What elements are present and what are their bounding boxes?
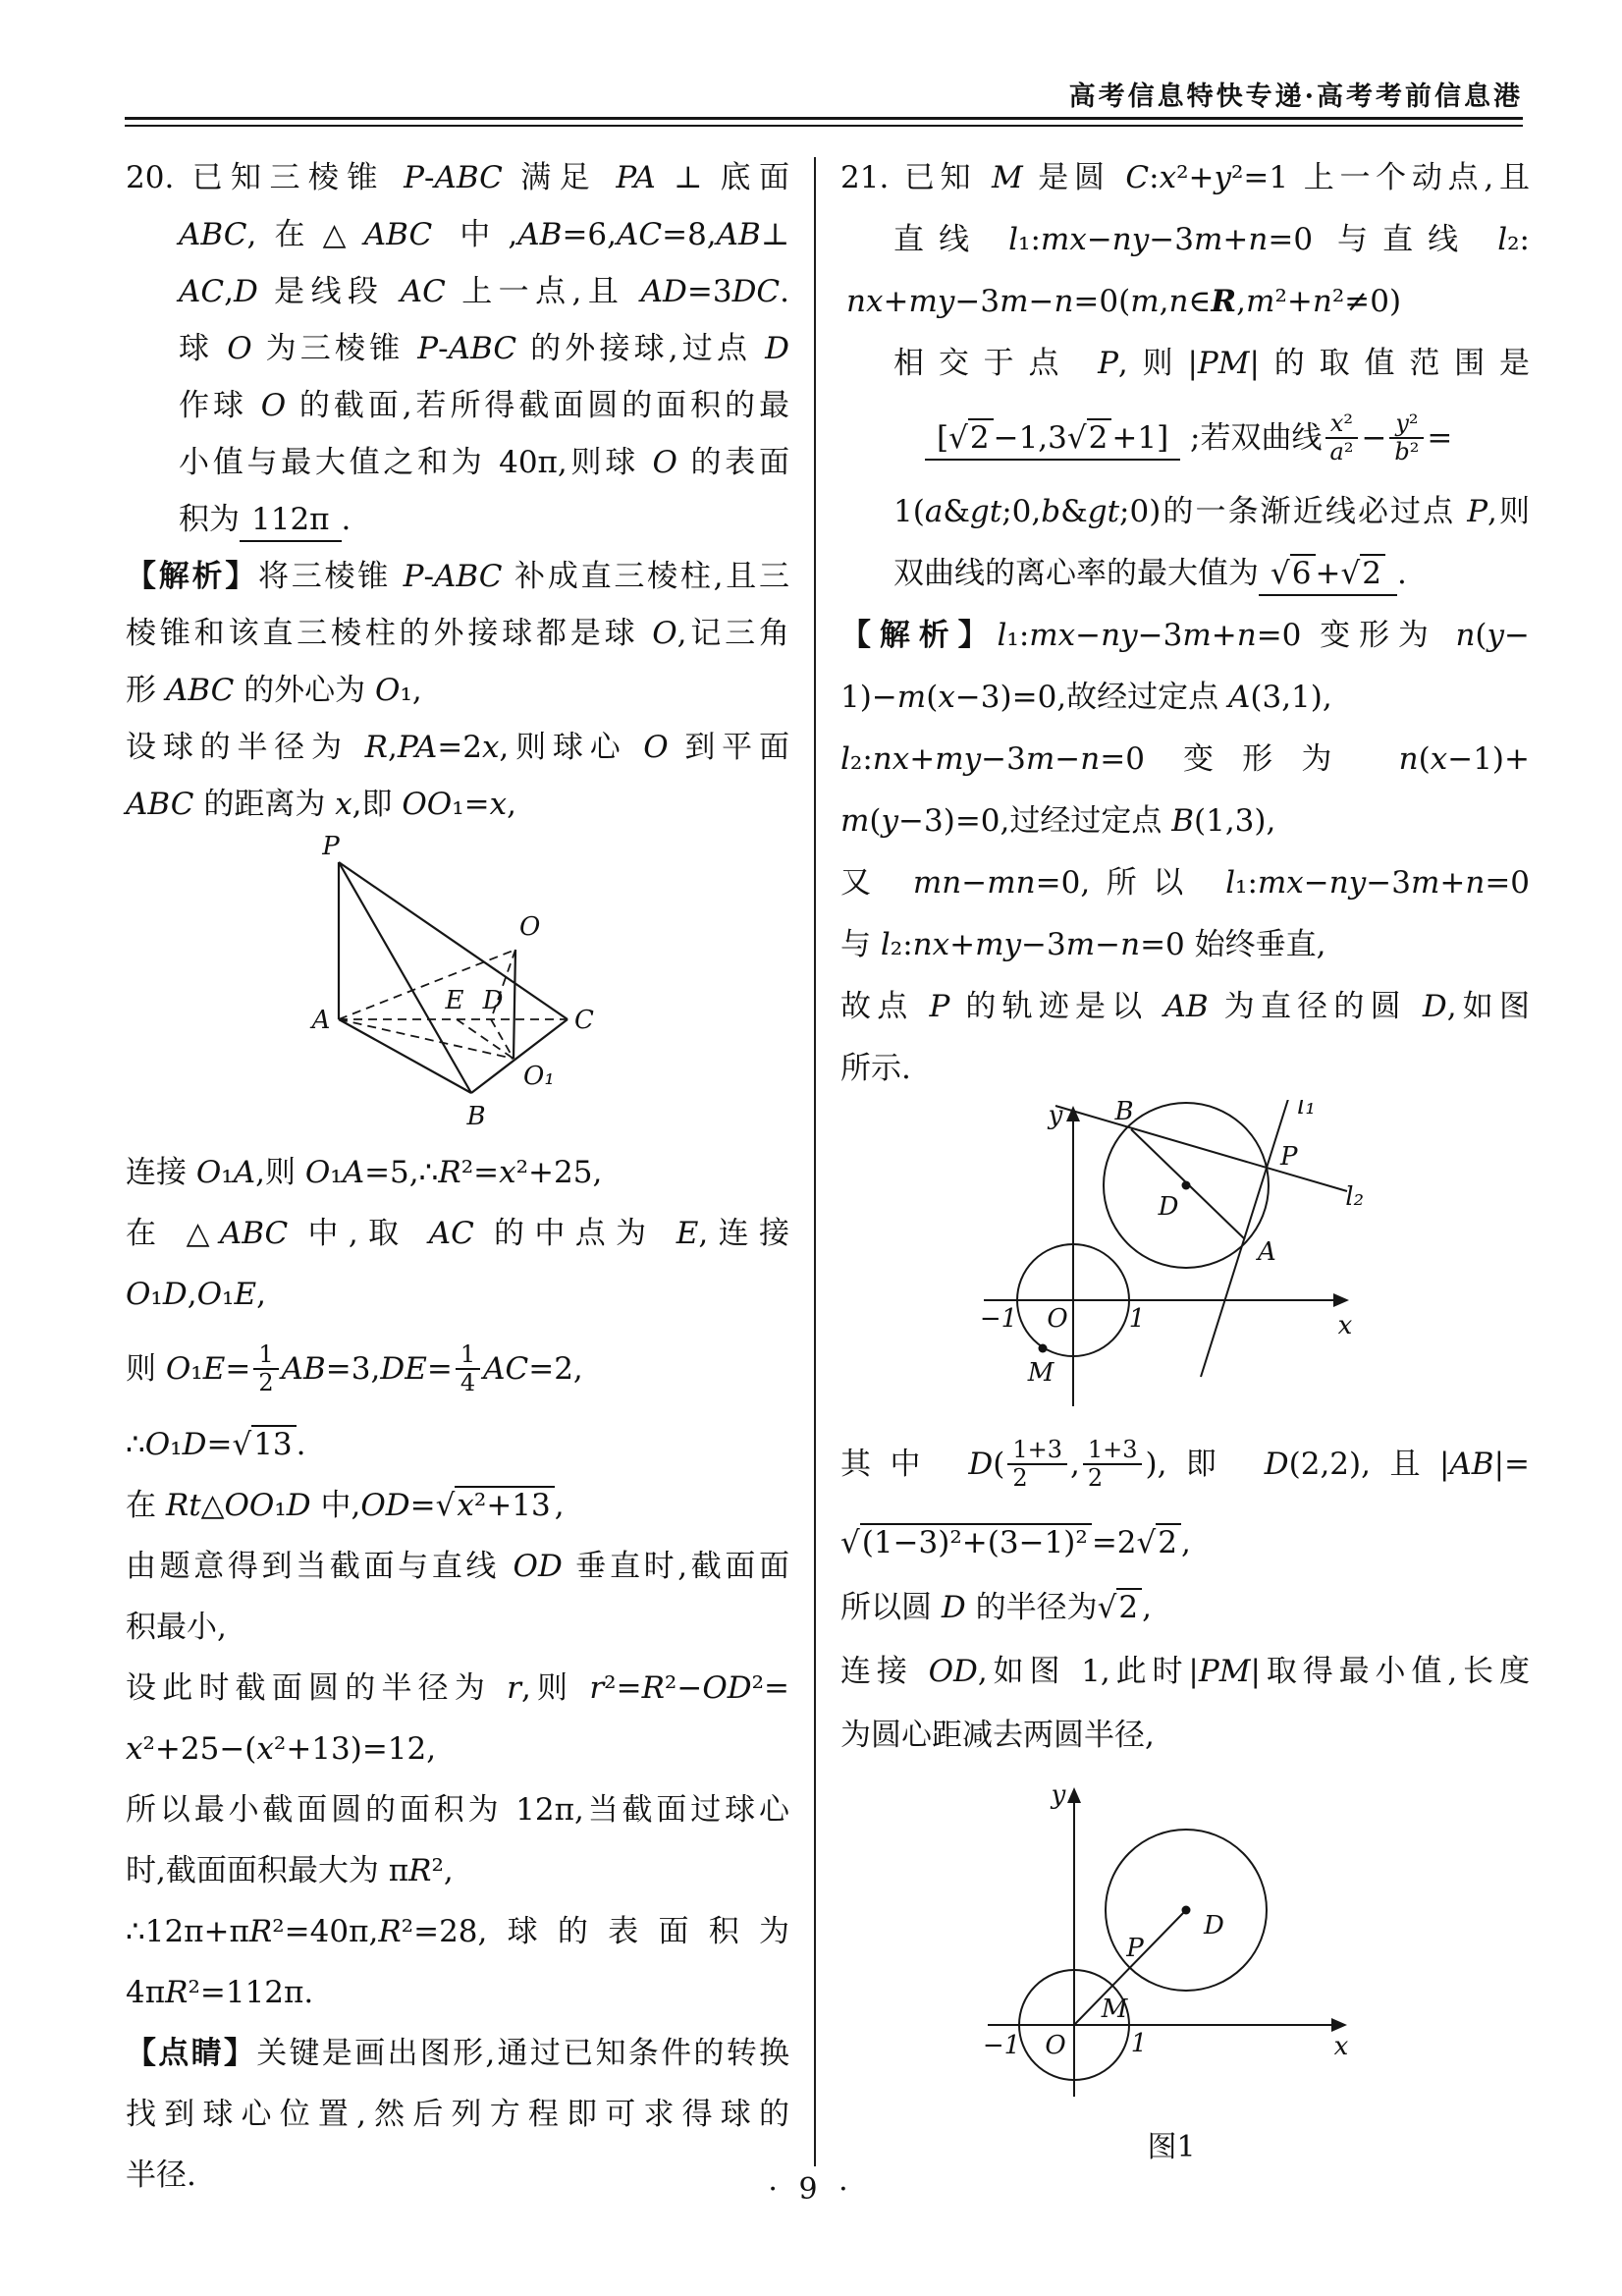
bold-text: 【点睛】 (126, 2036, 257, 2071)
fraction: $\frac{\text{y²}}{\text{b²}}$ (1389, 410, 1424, 465)
label-D: D (1158, 1192, 1179, 1222)
bold-text: 【解析】 (840, 618, 998, 653)
axes (988, 1797, 1333, 2097)
text-line: 【解析】将三棱锥 P-ABC 补成直三棱柱,且三 (126, 559, 789, 594)
text-line: 所以最小截面圆的面积为 12π,当截面过球心 (126, 1792, 789, 1828)
text-line: 找到球心位置,然后列方程即可求得球的 (126, 2097, 789, 2132)
answer-underline: 112π (240, 502, 342, 542)
text-line: 积最小, (126, 1610, 227, 1645)
sqrt: √2 (1137, 1509, 1182, 1576)
header-rule (125, 117, 1523, 127)
text-line: 【点睛】关键是画出图形,通过已知条件的转换 (126, 2036, 789, 2071)
text-line: ABC 的距离为 x,即 OO₁=x, (126, 787, 516, 822)
text-line: 设此时截面圆的半径为 r,则 r²=R²−OD²= (126, 1670, 789, 1706)
sqrt: √2 (1067, 420, 1112, 457)
text-line: √(1−3)²+(3−1)² =2√2 , (840, 1509, 1530, 1576)
text-line: 积为112π. (126, 491, 789, 548)
text-line: ∴12π+πR²=40π,R²=28,球的表面积为 (126, 1914, 789, 1949)
text-line: 棱锥和该直三棱柱的外接球都是球 O,记三角 (126, 616, 789, 651)
label-x: x (1337, 1311, 1353, 1340)
text-line: [√2 −1,3√2 +1] ;若双曲线 $\frac{\text{x²}}{\text{a²}}$ − $\frac{\text{y²}}{\text{b²}}$ = (840, 395, 1530, 481)
figure-min-distance (980, 1768, 1363, 2160)
answer-underline: √6 +√2 (1259, 556, 1397, 596)
sqrt: √x²+13 (436, 1475, 555, 1536)
pyramid-solid-edges (339, 862, 568, 1093)
label-1: 1 (1130, 2029, 1148, 2058)
sqrt: √2 (948, 420, 994, 457)
min-distance-diagram (980, 1768, 1363, 2160)
text-line: ∴O₁D=√13 . (126, 1414, 789, 1475)
label-O: O (1045, 2031, 1066, 2060)
label-C: C (574, 1006, 594, 1035)
text-line: 所示. (840, 1051, 911, 1086)
label-y: y (1048, 1101, 1063, 1130)
point-D-dot (1182, 1906, 1191, 1915)
right-column (840, 147, 1530, 2160)
problem-20-solution-part2 (126, 1142, 789, 2206)
text-line: 所以圆 D 的半径为√2 , (840, 1576, 1530, 1640)
text-line: 又 mn−mn=0,所以 l₁:mx−ny−3m+n=0 (840, 865, 1531, 901)
label-l2: l₂ (1345, 1182, 1364, 1212)
label-O: O (519, 912, 541, 942)
label-x: x (1333, 2032, 1349, 2061)
text-line: 4πR²=112π. (126, 1975, 314, 2010)
text-line: 则 O₁E= $\frac{1}{2}$ AB=3,DE= $\frac{1}{4}$ AC=2, (126, 1339, 583, 1396)
text-line: 与 l₂:nx+my−3m−n=0 始终垂直, (840, 927, 1326, 962)
text-line: 双曲线的离心率的最大值为 √6 +√2 . (840, 543, 1530, 605)
label-E: E (445, 986, 464, 1015)
bold-text: 【解析】 (126, 559, 259, 594)
label-D: D (482, 986, 504, 1015)
label-M: M (1101, 1995, 1128, 2024)
text-line: 小值与最大值之和为 40π,则球 O 的表面 (179, 445, 789, 480)
label-P: P (322, 833, 340, 861)
label-O: O (1047, 1304, 1068, 1334)
fraction: $\frac{1+3}{2}$ (1083, 1437, 1143, 1492)
text-line: 作球 O 的截面,若所得截面圆的面积的最 (179, 388, 789, 423)
text-line: nx+my−3m−n=0(m,n∈R,m²+n²≠0) (846, 284, 1402, 319)
fraction: $\frac{1}{2}$ (253, 1341, 278, 1396)
text-line: m(y−3)=0,过经过定点 B(1,3), (840, 803, 1276, 839)
label-O1: O₁ (523, 1062, 555, 1091)
label-M: M (1027, 1358, 1054, 1388)
label-A: A (311, 1006, 331, 1035)
locus-diagram (972, 1100, 1365, 1419)
fraction: $\frac{1}{4}$ (456, 1341, 480, 1396)
label-B: B (466, 1102, 486, 1131)
text-line: O₁D,O₁E, (126, 1277, 266, 1312)
sqrt: √13 (232, 1414, 296, 1475)
text-line: 21. 已知 M 是圆 C:x²+y²=1 上一个动点,且 (840, 160, 1530, 195)
x-axis-arrow (1333, 1293, 1349, 1307)
text-line: 球 O 为三棱锥 P-ABC 的外接球,过点 D (179, 331, 789, 366)
point-M-dot (1039, 1344, 1048, 1353)
figure-pyramid (288, 833, 626, 1142)
text-line: x²+25−(x²+13)=12, (126, 1731, 437, 1767)
fraction: $\frac{\text{x²}}{\text{a²}}$ (1325, 410, 1359, 465)
label-P: P (1280, 1142, 1298, 1172)
point-D-dot (1182, 1181, 1191, 1190)
text-line: ABC,在△ABC 中,AB=6,AC=8,AB⊥ (179, 217, 789, 252)
sqrt: √2 (1340, 556, 1385, 592)
circles-and-lines (1017, 1100, 1347, 1377)
label-1: 1 (1128, 1304, 1146, 1334)
text-line: 在 △ABC 中,取 AC 的中点为 E,连接 (126, 1216, 789, 1251)
y-axis-arrow (1067, 1787, 1081, 1803)
label-D: D (1204, 1911, 1224, 1941)
text-line: 连接 O₁A,则 O₁A=5,∴R²=x²+25, (126, 1155, 603, 1190)
column-divider (814, 157, 816, 2166)
text-line: 【解析】l₁:mx−ny−3m+n=0 变形为 n(y− (840, 618, 1531, 653)
label-P: P (1126, 1934, 1144, 1963)
left-column (126, 149, 789, 2206)
problem-20-solution-part1 (126, 548, 789, 833)
text-line: 直线 l₁:mx−ny−3m+n=0 与直线 l₂: (893, 222, 1530, 257)
sqrt: √2 (1098, 1576, 1143, 1640)
text-line: 连接 OD,如图 1,此时|PM|取得最小值,长度 (840, 1654, 1530, 1689)
bold-text: R (1211, 284, 1237, 319)
fraction: $\frac{1+3}{2}$ (1007, 1437, 1067, 1492)
text-line: 为圆心距减去两圆半径, (840, 1718, 1155, 1753)
problem-21 (840, 147, 1530, 1100)
problem-21-solution-part2 (840, 1419, 1530, 1768)
text-line: 由题意得到当截面与直线 OD 垂直时,截面面 (126, 1549, 789, 1584)
text-line: 其中 D( $\frac{1+3}{2}$ , $\frac{1+3}{2}$ ),即 D(2,2),且|AB|= (840, 1435, 1530, 1492)
answer-underline: [√2 −1,3√2 +1] (925, 420, 1180, 461)
text-line: 设球的半径为 R,PA=2x,则球心 O 到平面 (126, 730, 789, 765)
problem-20 (126, 149, 789, 548)
label-y: y (1051, 1780, 1066, 1810)
text-line: 20. 已知三棱锥 P-ABC 满足 PA ⊥ 底面 (126, 160, 789, 195)
label-neg1: −1 (982, 2031, 1021, 2060)
label-neg1: −1 (979, 1304, 1018, 1334)
sqrt: √6 (1271, 556, 1316, 592)
label-B: B (1114, 1100, 1134, 1126)
label-A: A (1258, 1237, 1276, 1267)
text-line: 形 ABC 的外心为 O₁, (126, 673, 422, 708)
text-line: 1(a&gt;0,b&gt;0)的一条渐近线必过点 P,则 (893, 494, 1530, 529)
figure-caption: 图1 (1147, 2130, 1196, 2160)
label-l1: l₁ (1297, 1100, 1316, 1121)
y-axis-arrow (1066, 1106, 1080, 1121)
page-number: · 9 · (768, 2172, 854, 2207)
text-line: l₂:nx+my−3m−n=0 变形为 n(x−1)+ (840, 741, 1530, 777)
text-line: 在 Rt△OO₁D 中,OD=√x²+13 , (126, 1475, 789, 1536)
text-line: 1)−m(x−3)=0,故经过定点 A(3,1), (840, 680, 1332, 715)
text-line: 相交于点 P,则|PM|的取值范围是 (893, 346, 1530, 381)
x-axis-arrow (1331, 2018, 1347, 2032)
sqrt: √(1−3)²+(3−1)² (840, 1509, 1092, 1576)
page-header: 高考信息特快专递·高考考前信息港 (1068, 82, 1523, 112)
text-line: 时,截面面积最大为 πR², (126, 1853, 454, 1888)
pyramid-diagram (288, 833, 626, 1142)
text-line: 故点 P 的轨迹是以 AB 为直径的圆 D,如图 (840, 989, 1530, 1024)
figure-locus-circle (972, 1100, 1365, 1419)
text-line: 半径. (126, 2158, 196, 2193)
text-line: AC,D 是线段 AC 上一点,且 AD=3DC. (179, 274, 790, 309)
